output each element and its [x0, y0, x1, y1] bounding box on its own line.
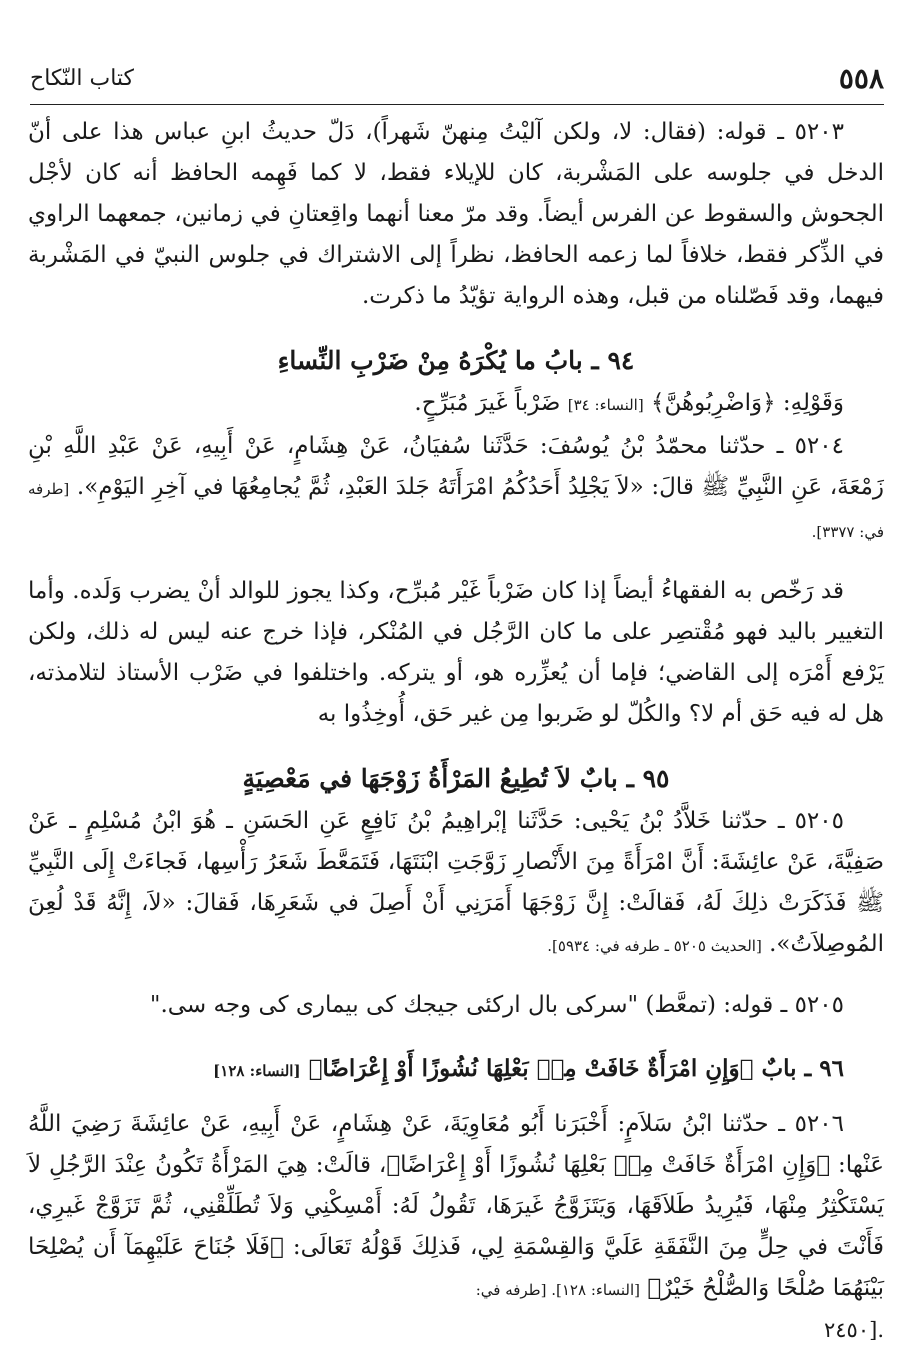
page-body: [28, 112, 884, 1349]
hadith-5206-text: ٥٢٠٦ ـ حدّثنا ابْنُ سَلاَمٍ: أَخْبَرَنا أَبُو مُعَاوِيَةَ، عَنْ هِشَامٍ، عَنْ أَبِيهِ، عَنْ عائِشَةَ رَضِيَ اللَّهُ عَنْها: ﴿وَإِنِ امْرَأَةٌ خَافَتْ مِنۢ بَعْلِهَا نُشُوزًا أَوْ إِعْرَاضًا﴾، قالَتْ: هِيَ المَرْأَةُ تَكُونُ عِنْدَ الرَّجُلِ لاَ يَسْتَكْثِرُ مِنْهَا، فَيُرِيدُ طَلاَقَهَا، وَيَتَزَوَّجُ غَيرَهَا، تَقُولُ لَهُ: أَمْسِكْنِي وَلاَ تُطَلِّقْنِي، ثُمَّ تَزَوَّجْ غَيرِي، فَأَنْتَ في حِلٍّ مِنَ النَّفَقَةِ عَلَيَّ وَالقِسْمَةِ لِي، فَذلِكَ قَوْلُهُ تَعَالَى: ﴿فَلَا جُنَاحَ عَلَيْهِمَآ أَن يُصْلِحَا بَيْنَهُمَا صُلْحًا وَالصُّلْحُ خَيْرٌ﴾: [28, 1111, 884, 1301]
quote-94-rest: ضَرْباً غَيرَ مُبَرِّحٍ.: [414, 390, 561, 416]
running-title: كتاب النّكاح: [30, 66, 135, 91]
hadith-5204: [28, 426, 884, 553]
commentary-5205: ٥٢٠٥ ـ قوله: (تمعَّط) "سركى بال اركئى جيجك كى بيمارى كى وجه سى.": [149, 992, 844, 1018]
commentary-5204: قد رَخّص به الفقهاءُ أيضاً إذا كان ضَرْباً غَيْر مُبرِّح، وكذا يجوز للوالد أنْ يضرب وَلَده. وأما التغيير باليد فهو مُقْتصِر على ما كان الرَّجُل في المُنْكر، فإذا خرج عنه ليس له ذلك، ولكن يَرْفع أَمْرَه إلى القاضي؛ فإما أن يُعزِّره هو، أو يتركه. واختلفوا في ضَرْب الأستاذ لتلامذته، هل له فيه حَق أم لا؟ والكُلّ لو ضَربوا مِن غير حَق، أُوخِذُوا به: [28, 578, 884, 727]
quote-94-reference: [النساء: ٣٤]: [567, 396, 644, 414]
page-number: ٥٥٨: [838, 62, 884, 95]
chapter-heading-96: [28, 1048, 884, 1092]
chapter-heading-95: ٩٥ ـ بابٌ لاَ تُطِيعُ المَرْأَةُ زَوْجَهَا في مَعْصِيَةٍ: [242, 764, 670, 793]
hadith-5204-reference: [طرفه في: ٣٣٧٧].: [28, 480, 884, 541]
hadith-5206: [28, 1104, 884, 1311]
heading-96-text: ٩٦ ـ بابٌ ﴿وَإِنِ امْرَأَةٌ خَافَتْ مِنۢ بَعْلِهَا نُشُوزًا أَوْ إِعْرَاضًا﴾: [308, 1055, 844, 1082]
hadith-5205-text: ٥٢٠٥ ـ حدّثنا خَلاَّدُ بْنُ يَحْيى: حَدَّثَنا إبْراهِيمُ بْنُ نَافِعٍ عَنِ الحَسَنِ ـ هُوَ ابْنُ مُسْلِمٍ ـ عَنْ صَفِيَّةَ، عَنْ عائِشَةَ: أَنَّ امْرَأَةً مِنَ الأَنْصارِ زَوَّجَتِ ابْنَتَهَا، فَتَمَعَّطَ شَعَرُ رَأْسِها، فَجاءَتْ إِلَى النَّبِيِّ ﷺ فَذَكَرَتْ ذلِكَ لَهُ، فَقالَتْ: إِنَّ زَوْجَهَا أَمَرَنِي أَنْ أَصِلَ في شَعَرِهَا، فَقالَ: «لاَ، إِنَّهُ قَدْ لُعِنَ المُوصِلاَتُ».: [28, 808, 884, 957]
chapter-94-quote: [28, 383, 884, 426]
hadith-5205: [28, 801, 884, 967]
quote-94-verse: وَقَوْلِهِ: ﴿وَاضْرِبُوهُنَّ﴾: [651, 390, 844, 416]
hadith-5204-text: ٥٢٠٤ ـ حدّثنا محمّدُ بْنُ يُوسُفَ: حَدَّثَنا سُفيَانُ، عَنْ هِشَامٍ، عَنْ أَبِيهِ، عَنْ عَبْدِ اللَّهِ بْنِ زَمْعَةَ، عَنِ النَّبِيِّ ﷺ قالَ: «لاَ يَجْلِدُ أَحَدُكُمُ امْرَأَتَهُ جَلدَ العَبْدِ، ثُمَّ يُجامِعُهَا في آخِرِ اليَوْمِ».: [28, 433, 885, 500]
chapter-heading-94: ٩٤ ـ بابُ ما يُكْرَهُ مِنْ ضَرْبِ النِّساءِ: [277, 346, 635, 375]
hadith-5206-end: .[٢٤٥٠: [824, 1318, 884, 1342]
hadith-5206-reference: [النساء: ١٢٨]. [طرفه في:: [475, 1281, 640, 1299]
hadith-5205-reference: [الحديث ٥٢٠٥ ـ طرفه في: ٥٩٣٤].: [547, 937, 762, 955]
commentary-5203: ٥٢٠٣ ـ قوله: (فقال: لا، ولكن آليْتُ مِنهنّ شَهراً)، دَلّ حديثُ ابنِ عباس هذا على أنّ الدخل في جلوسه على المَشْربة، كان للإيلاء فقط، لا كما فَهِمه الحافظ أنه كان لأجْل الجحوش والسقوط عن الفرس أيضاً. وقد مرّ معنا أنهما واقِعتانِ في زمانين، جمعهما الراوي في الذِّكر فقط، خلافاً لما زعمه الحافظ، نظراً إلى الاشتراك في جلوس النبيّ في المَشْربة فيهما، وقد فَصّلناه من قبل، وهذه الرواية تؤيّدُ ما ذكرت.: [28, 119, 884, 309]
page-header: [30, 56, 884, 105]
heading-96-reference: [النساء: ١٢٨]: [213, 1062, 301, 1080]
